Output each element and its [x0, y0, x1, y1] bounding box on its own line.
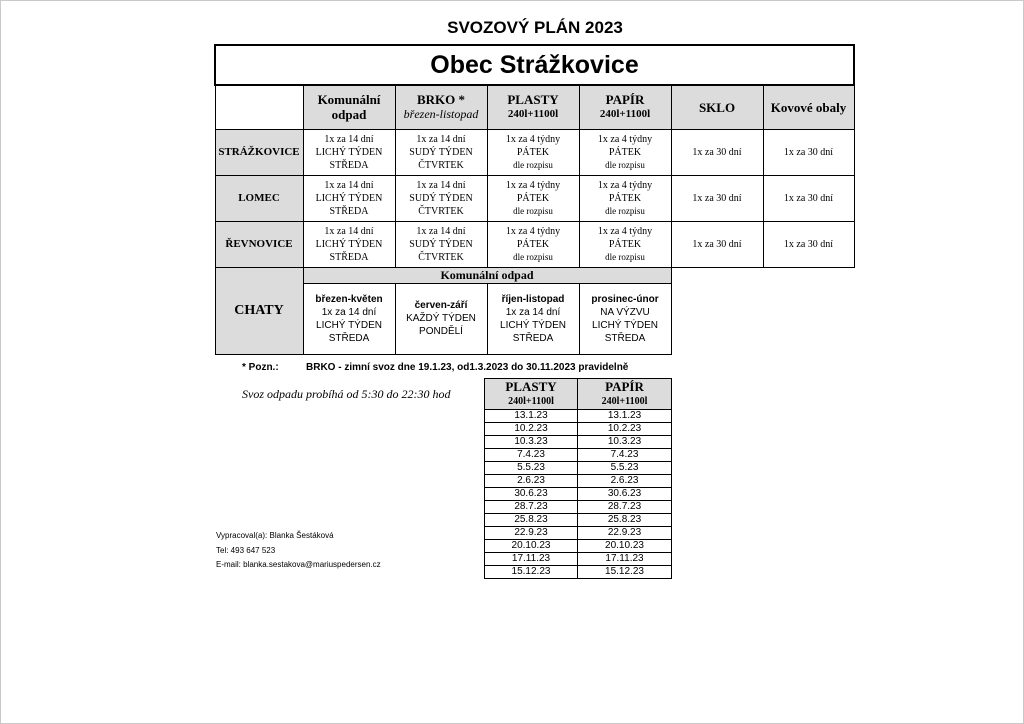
dates-row	[485, 462, 672, 475]
header-empty	[215, 85, 303, 129]
date-papir: 13.1.23	[578, 410, 672, 423]
date-plasty: 25.8.23	[485, 514, 578, 527]
date-plasty: 10.3.23	[485, 436, 578, 449]
dates-row	[485, 488, 672, 501]
page-title: SVOZOVÝ PLÁN 2023	[447, 18, 623, 37]
dates-row	[485, 449, 672, 462]
cell-sklo: 1x za 30 dní	[671, 129, 763, 175]
date-plasty: 7.4.23	[485, 449, 578, 462]
chaty-cell: říjen-listopad 1x za 14 dní LICHÝ TÝDEN STŘEDA	[487, 283, 579, 354]
cell-k: 1x za 14 dní LICHÝ TÝDEN STŘEDA	[303, 175, 395, 221]
dates-row	[485, 436, 672, 449]
header-cell: SKLO	[671, 85, 763, 129]
header-cell: PLASTY 240l+1100l	[487, 85, 579, 129]
date-plasty: 20.10.23	[485, 540, 578, 553]
chaty-header: Komunální odpad	[303, 267, 671, 283]
cell-p: 1x za 4 týdny PÁTEK dle rozpisu	[487, 221, 579, 267]
date-papir: 28.7.23	[578, 501, 672, 514]
dates-row	[485, 540, 672, 553]
date-papir: 22.9.23	[578, 527, 672, 540]
dates-row	[485, 566, 672, 579]
date-papir: 17.11.23	[578, 553, 672, 566]
prepared-by: Vypracoval(a): Blanka Šestáková	[216, 531, 334, 540]
dates-row	[485, 501, 672, 514]
dates-row	[485, 514, 672, 527]
dates-row	[485, 475, 672, 488]
cell-b: 1x za 14 dní SUDÝ TÝDEN ČTVRTEK	[395, 221, 487, 267]
date-plasty: 13.1.23	[485, 410, 578, 423]
cell-b: 1x za 14 dní SUDÝ TÝDEN ČTVRTEK	[395, 175, 487, 221]
dates-header-plasty: PLASTY 240l+1100l	[485, 379, 578, 410]
dates-table	[484, 378, 672, 579]
note-text: BRKO - zimní svoz dne 19.1.23, od1.3.2023 do 30.11.2023 pravidelně	[306, 362, 629, 373]
date-papir: 10.2.23	[578, 423, 672, 436]
header-cell: Kovové obaly	[763, 85, 854, 129]
cell-kovove: 1x za 30 dní	[763, 221, 854, 267]
dates-row	[485, 423, 672, 436]
date-papir: 15.12.23	[578, 566, 672, 579]
collection-hours: Svoz odpadu probíhá od 5:30 do 22:30 hod	[242, 387, 451, 401]
date-papir: 7.4.23	[578, 449, 672, 462]
dates-row	[485, 410, 672, 423]
header-cell: Komunální odpad	[303, 85, 395, 129]
cell-kovove: 1x za 30 dní	[763, 129, 854, 175]
date-papir: 5.5.23	[578, 462, 672, 475]
chaty-blank	[671, 267, 854, 354]
row-name: ŘEVNOVICE	[215, 221, 303, 267]
cell-p: 1x za 4 týdny PÁTEK dle rozpisu	[487, 175, 579, 221]
cell-p: 1x za 4 týdny PÁTEK dle rozpisu	[487, 129, 579, 175]
date-papir: 10.3.23	[578, 436, 672, 449]
date-papir: 25.8.23	[578, 514, 672, 527]
chaty-label: CHATY	[215, 267, 303, 354]
contact-email: E-mail: blanka.sestakova@mariuspedersen.cz	[216, 560, 381, 569]
header-cell: BRKO * březen-listopad	[395, 85, 487, 129]
chaty-cell: prosinec-únor NA VÝZVU LICHÝ TÝDEN STŘEDA	[579, 283, 671, 354]
date-plasty: 22.9.23	[485, 527, 578, 540]
date-plasty: 30.6.23	[485, 488, 578, 501]
date-papir: 30.6.23	[578, 488, 672, 501]
dates-row	[485, 553, 672, 566]
chaty-cell: březen-květen 1x za 14 dní LICHÝ TÝDEN STŘEDA	[303, 283, 395, 354]
contact-phone: Tel: 493 647 523	[216, 546, 276, 555]
cell-sklo: 1x za 30 dní	[671, 221, 763, 267]
table-row	[215, 221, 854, 267]
cell-sklo: 1x za 30 dní	[671, 175, 763, 221]
note-label: * Pozn.:	[242, 362, 279, 373]
date-plasty: 10.2.23	[485, 423, 578, 436]
date-papir: 2.6.23	[578, 475, 672, 488]
row-name: STRÁŽKOVICE	[215, 129, 303, 175]
cell-pa: 1x za 4 týdny PÁTEK dle rozpisu	[579, 129, 671, 175]
date-papir: 20.10.23	[578, 540, 672, 553]
cell-pa: 1x za 4 týdny PÁTEK dle rozpisu	[579, 221, 671, 267]
dates-row	[485, 527, 672, 540]
date-plasty: 15.12.23	[485, 566, 578, 579]
cell-b: 1x za 14 dní SUDÝ TÝDEN ČTVRTEK	[395, 129, 487, 175]
dates-header-papir: PAPÍR 240l+1100l	[578, 379, 672, 410]
cell-kovove: 1x za 30 dní	[763, 175, 854, 221]
schedule-table	[214, 44, 855, 355]
cell-k: 1x za 14 dní LICHÝ TÝDEN STŘEDA	[303, 221, 395, 267]
table-row	[215, 129, 854, 175]
date-plasty: 2.6.23	[485, 475, 578, 488]
date-plasty: 28.7.23	[485, 501, 578, 514]
table-row	[215, 175, 854, 221]
municipality-title: Obec Strážkovice	[215, 45, 854, 85]
cell-k: 1x za 14 dní LICHÝ TÝDEN STŘEDA	[303, 129, 395, 175]
header-row	[215, 85, 854, 129]
cell-pa: 1x za 4 týdny PÁTEK dle rozpisu	[579, 175, 671, 221]
header-cell: PAPÍR 240l+1100l	[579, 85, 671, 129]
date-plasty: 5.5.23	[485, 462, 578, 475]
date-plasty: 17.11.23	[485, 553, 578, 566]
chaty-cell: červen-září KAŽDÝ TÝDEN PONDĚLÍ	[395, 283, 487, 354]
row-name: LOMEC	[215, 175, 303, 221]
